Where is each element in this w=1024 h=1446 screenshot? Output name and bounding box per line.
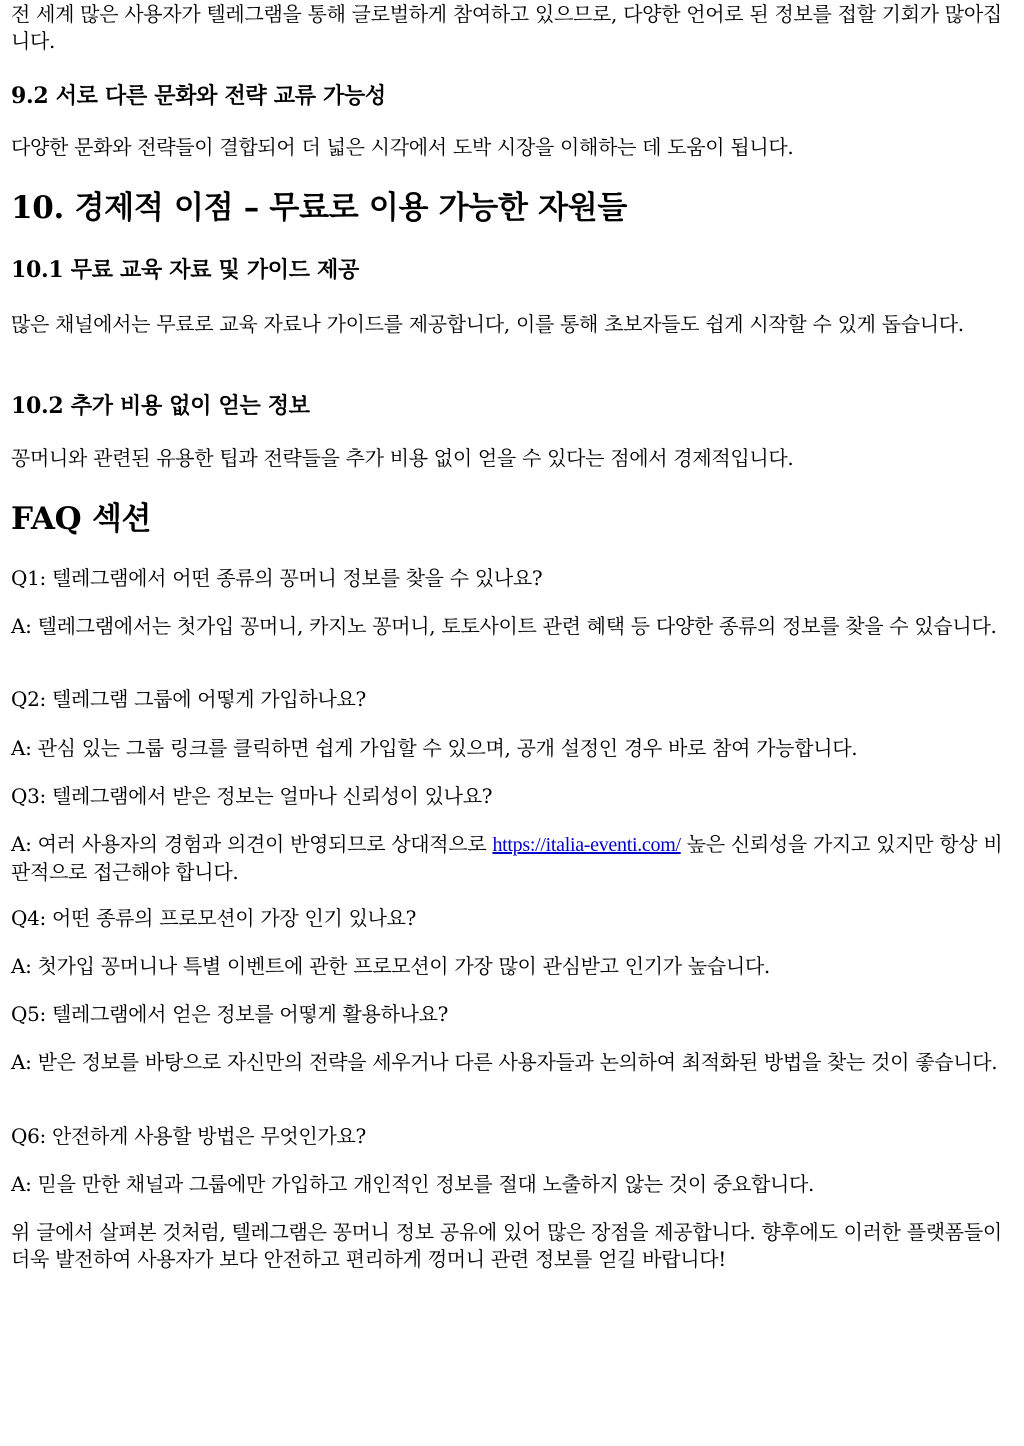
faq-answer-4: A: 첫가입 꽁머니나 특별 이벤트에 관한 프로모션이 가장 많이 관심받고 인기가 높습니다. xyxy=(11,954,770,978)
outro-paragraph: 위 글에서 살펴본 것처럼, 텔레그램은 꽁머니 정보 공유에 있어 많은 장점을 제공합니다. 향후에도 이러한 플랫폼들이 더욱 발전하여 사용자가 보다 안전하고 편리하게 껑머니 관련 정보를 얻길 바랍니다! xyxy=(11,1220,1002,1271)
faq-answer-2: A: 관심 있는 그룹 링크를 클릭하면 쉽게 가입할 수 있으며, 공개 설정인 경우 바로 참여 가능합니다. xyxy=(11,736,858,760)
faq-answer-3 xyxy=(11,831,1012,886)
heading-10-1: 10.1 무료 교육 자료 및 가이드 제공 xyxy=(11,257,359,283)
faq-question-5: Q5: 텔레그램에서 얻은 정보를 어떻게 활용하나요? xyxy=(11,1002,449,1026)
heading-9-2: 9.2 서로 다른 문화와 전략 교류 가능성 xyxy=(11,83,386,109)
faq-answer-3-text-after: 높은 신뢰성을 가지고 있지만 항상 비판적으로 접근해야 합니다. xyxy=(11,832,1003,884)
faq-question-4: Q4: 어떤 종류의 프로모션이 가장 인기 있나요? xyxy=(11,906,417,930)
paragraph-10-2: 꽁머니와 관련된 유용한 팁과 전략들을 추가 비용 없이 얻을 수 있다는 점에서 경제적입니다. xyxy=(11,446,794,470)
heading-10-2: 10.2 추가 비용 없이 얻는 정보 xyxy=(11,393,310,419)
faq-heading: FAQ 섹션 xyxy=(11,501,152,537)
faq-question-1: Q1: 텔레그램에서 어떤 종류의 꽁머니 정보를 찾을 수 있나요? xyxy=(11,566,543,590)
faq-question-3: Q3: 텔레그램에서 받은 정보는 얼마나 신뢰성이 있나요? xyxy=(11,784,493,808)
italia-eventi-link[interactable]: https://italia-eventi.com/ xyxy=(492,834,681,856)
heading-10: 10. 경제적 이점 – 무료로 이용 가능한 자원들 xyxy=(11,190,628,226)
paragraph-10-1: 많은 채널에서는 무료로 교육 자료나 가이드를 제공합니다, 이를 통해 초보자들도 쉽게 시작할 수 있게 돕습니다. xyxy=(11,312,964,336)
faq-answer-6: A: 믿을 만한 채널과 그룹에만 가입하고 개인적인 정보를 절대 노출하지 않는 것이 중요합니다. xyxy=(11,1172,815,1196)
faq-answer-1: A: 텔레그램에서는 첫가입 꽁머니, 카지노 꽁머니, 토토사이트 관련 혜택 등 다양한 종류의 정보를 찾을 수 있습니다. xyxy=(11,614,997,638)
faq-question-2: Q2: 텔레그램 그룹에 어떻게 가입하나요? xyxy=(11,687,366,711)
faq-answer-3-text-before: A: 여러 사용자의 경험과 의견이 반영되므로 상대적으로 xyxy=(11,832,493,856)
faq-question-6: Q6: 안전하게 사용할 방법은 무엇인가요? xyxy=(11,1124,366,1148)
faq-answer-5: A: 받은 정보를 바탕으로 자신만의 전략을 세우거나 다른 사용자들과 논의하여 최적화된 방법을 찾는 것이 좋습니다. xyxy=(11,1050,998,1074)
paragraph-9-2: 다양한 문화와 전략들이 결합되어 더 넓은 시각에서 도박 시장을 이해하는 데 도움이 됩니다. xyxy=(11,135,794,159)
intro-paragraph: 전 세계 많은 사용자가 텔레그램을 통해 글로벌하게 참여하고 있으므로, 다양한 언어로 된 정보를 접할 기회가 많아집니다. xyxy=(11,2,1002,53)
